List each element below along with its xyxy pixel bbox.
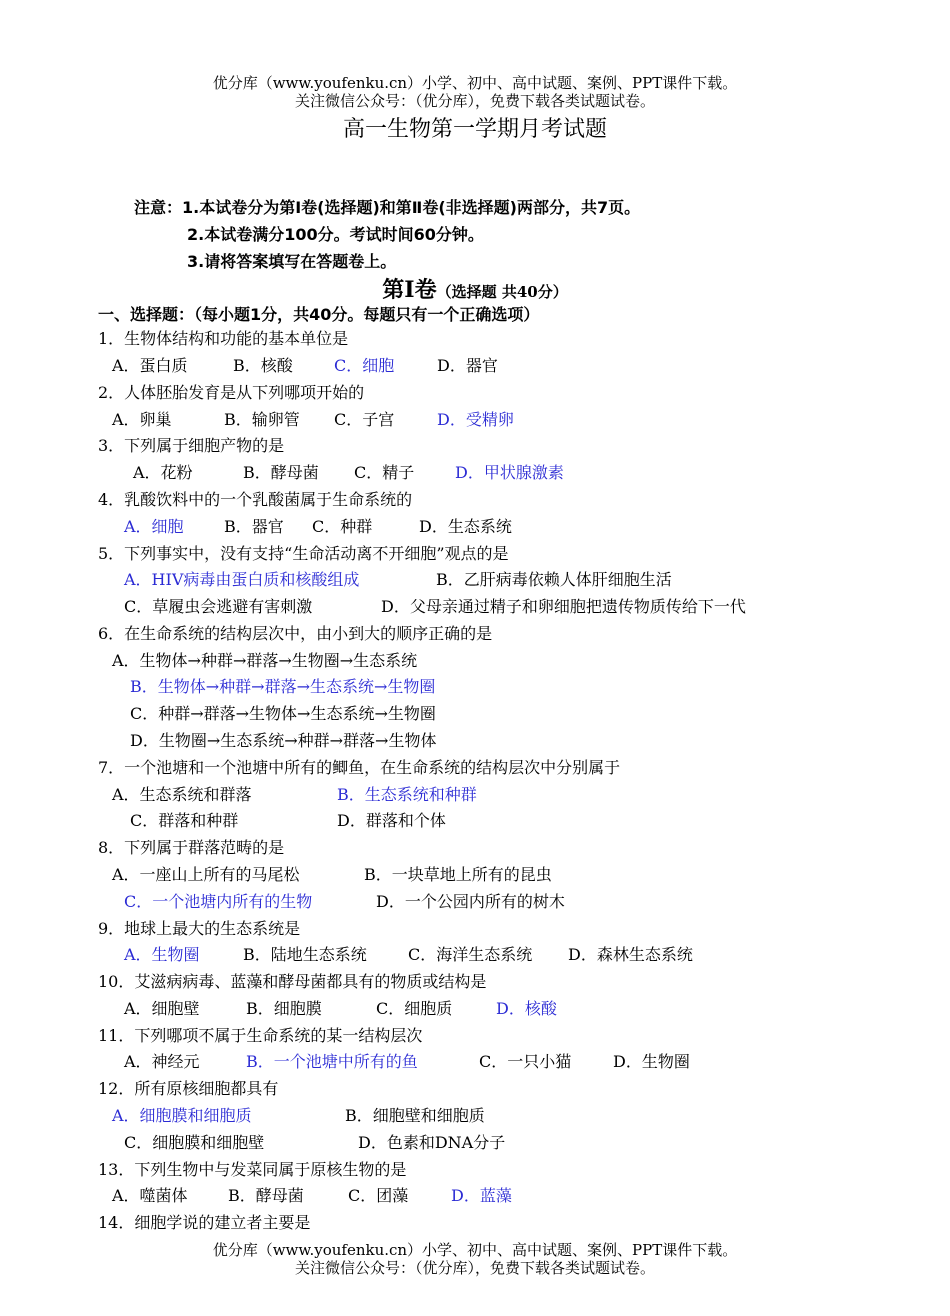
question-stem: 6．在生命系统的结构层次中，由小到大的顺序正确的是	[98, 624, 493, 643]
option: D．群落和个体	[337, 811, 446, 830]
option-answer: D．受精卵	[437, 410, 514, 429]
option-answer: B．一个池塘中所有的鱼	[246, 1052, 418, 1071]
option: A．生态系统和群落	[112, 785, 252, 804]
question-stem: 3．下列属于细胞产物的是	[98, 436, 285, 455]
option: A．一座山上所有的马尾松	[112, 865, 300, 884]
option: D．色素和DNA分子	[358, 1133, 506, 1152]
option: C．子宫	[334, 410, 395, 429]
section-heading: 一、选择题：（每小题1分，共40分。每题只有一个正确选项）	[98, 305, 540, 324]
page-title: 高一生物第一学期月考试题	[342, 117, 607, 142]
option: A．生物体→种群→群落→生物圈→生态系统	[112, 651, 418, 670]
option-answer: B．生物体→种群→群落→生态系统→生物圈	[130, 677, 436, 696]
footer-line-2: 关注微信公众号：（优分库），免费下载各类试题试卷。	[294, 1259, 655, 1277]
option: D．器官	[437, 356, 498, 375]
question-stem: 10．艾滋病病毒、蓝藻和酵母菌都具有的物质或结构是	[98, 972, 487, 991]
question-stem: 2．人体胚胎发育是从下列哪项开始的	[98, 383, 365, 402]
option: B．细胞壁和细胞质	[345, 1106, 485, 1125]
option: B．器官	[224, 517, 284, 536]
header-line-2: 关注微信公众号：（优分库），免费下载各类试题试卷。	[294, 92, 655, 110]
question-stem: 14．细胞学说的建立者主要是	[98, 1213, 311, 1232]
question-stem: 4．乳酸饮料中的一个乳酸菌属于生命系统的	[98, 490, 413, 509]
footer-line-1: 优分库（www.youfenku.cn）小学、初中、高中试题、案例、PPT课件下载。	[212, 1241, 738, 1259]
option: C．种群→群落→生物体→生态系统→生物圈	[130, 704, 436, 723]
option: D．生物圈→生态系统→种群→群落→生物体	[130, 731, 437, 750]
option: C．团藻	[348, 1186, 409, 1205]
question-stem: 1．生物体结构和功能的基本单位是	[98, 329, 349, 348]
note-1: 注意：1.本试卷分为第Ⅰ卷(选择题)和第Ⅱ卷(非选择题)两部分，共7页。	[134, 198, 641, 217]
option: B．输卵管	[224, 410, 300, 429]
option-answer: C．一个池塘内所有的生物	[124, 892, 313, 911]
option: D．一个公园内所有的树木	[376, 892, 565, 911]
volume-sub: （选择题 共40分）	[436, 283, 568, 301]
option-answer: A．细胞	[124, 517, 184, 536]
option-answer: D．核酸	[496, 999, 557, 1018]
option-answer: A．HIV病毒由蛋白质和核酸组成	[124, 570, 360, 589]
option: D．生物圈	[613, 1052, 690, 1071]
option: C．种群	[312, 517, 373, 536]
question-stem: 7．一个池塘和一个池塘中所有的鲫鱼，在生命系统的结构层次中分别属于	[98, 758, 621, 777]
option: A．蛋白质	[112, 356, 188, 375]
volume-main: 第Ⅰ卷	[382, 277, 437, 303]
option: C．草履虫会逃避有害刺激	[124, 597, 313, 616]
option-answer: C．细胞	[334, 356, 395, 375]
note-3: 3.请将答案填写在答题卷上。	[187, 252, 397, 271]
option: C．细胞膜和细胞壁	[124, 1133, 265, 1152]
option: D．森林生态系统	[568, 945, 693, 964]
question-stem: 12．所有原核细胞都具有	[98, 1079, 279, 1098]
option: B．酵母菌	[243, 463, 319, 482]
option: D．生态系统	[419, 517, 512, 536]
option: C．精子	[354, 463, 415, 482]
volume-heading	[0, 273, 950, 304]
option: A．细胞壁	[124, 999, 200, 1018]
option: C．细胞质	[376, 999, 453, 1018]
option-answer: A．细胞膜和细胞质	[112, 1106, 252, 1125]
header-line-1: 优分库（www.youfenku.cn）小学、初中、高中试题、案例、PPT课件下载。	[212, 74, 738, 92]
option: B．核酸	[233, 356, 293, 375]
option: D．父母亲通过精子和卵细胞把遗传物质传给下一代	[381, 597, 746, 616]
option: A．花粉	[133, 463, 193, 482]
question-stem: 11．下列哪项不属于生命系统的某一结构层次	[98, 1026, 423, 1045]
option: C．群落和种群	[130, 811, 239, 830]
option-answer: D．甲状腺激素	[455, 463, 564, 482]
note-2: 2.本试卷满分100分。考试时间60分钟。	[187, 225, 484, 244]
option: B．细胞膜	[246, 999, 322, 1018]
option-answer: D．蓝藻	[451, 1186, 512, 1205]
option-answer: A．生物圈	[124, 945, 200, 964]
option: B．一块草地上所有的昆虫	[364, 865, 552, 884]
option: A．噬菌体	[112, 1186, 188, 1205]
option-answer: B．生态系统和种群	[337, 785, 477, 804]
option: B．乙肝病毒依赖人体肝细胞生活	[436, 570, 672, 589]
question-stem: 8．下列属于群落范畴的是	[98, 838, 285, 857]
option: A．神经元	[124, 1052, 200, 1071]
option: B．陆地生态系统	[243, 945, 367, 964]
option: B．酵母菌	[228, 1186, 304, 1205]
question-stem: 9．地球上最大的生态系统是	[98, 919, 301, 938]
option: C．海洋生态系统	[408, 945, 533, 964]
question-stem: 13．下列生物中与发菜同属于原核生物的是	[98, 1160, 407, 1179]
option: A．卵巢	[112, 410, 172, 429]
option: C．一只小猫	[479, 1052, 572, 1071]
question-stem: 5．下列事实中，没有支持“生命活动离不开细胞”观点的是	[98, 544, 509, 563]
